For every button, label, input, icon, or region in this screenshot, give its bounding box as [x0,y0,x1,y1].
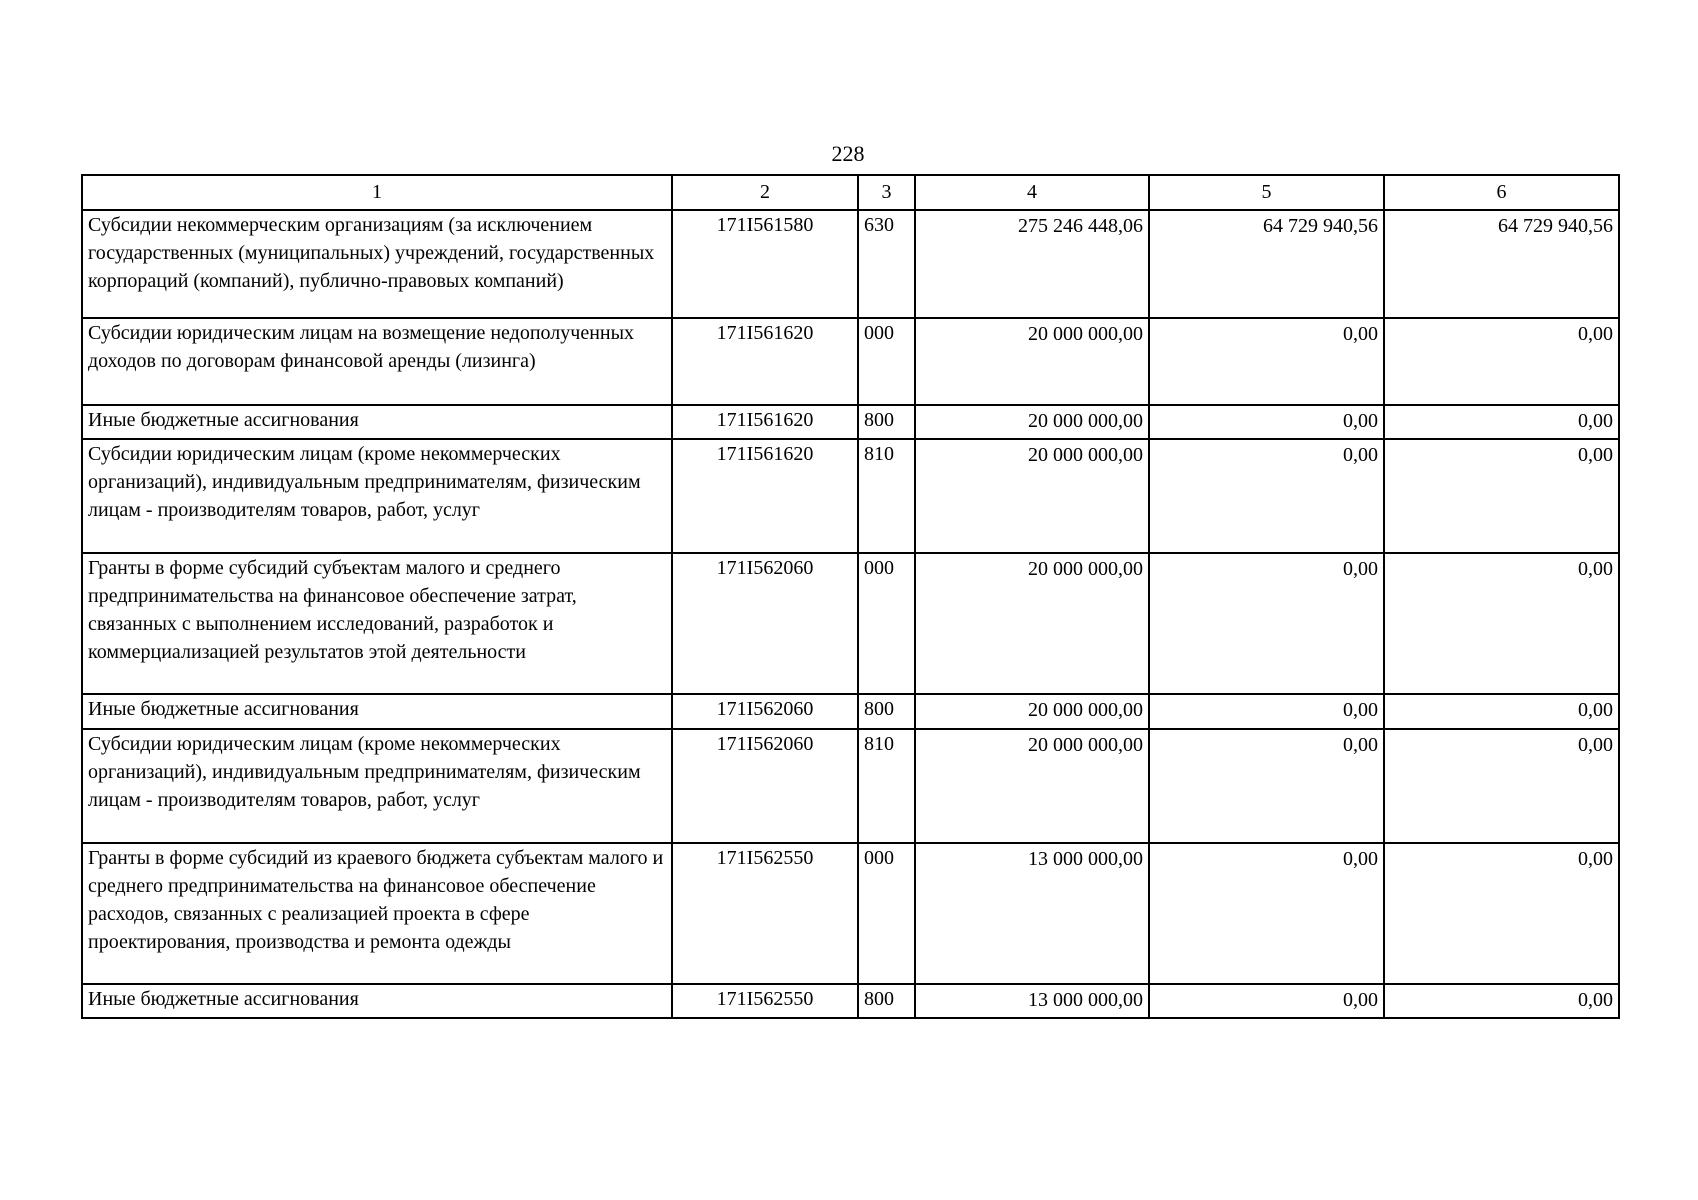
row-kind: 000 [858,553,915,694]
row-code: 171I562060 [672,694,858,729]
row-amount-col4: 20 000 000,00 [915,318,1149,405]
row-amount-col6: 0,00 [1384,729,1619,843]
row-code: 171I562060 [672,729,858,843]
column-header-6: 6 [1384,175,1619,210]
row-amount-col5: 0,00 [1149,694,1384,729]
table-row [82,210,1619,318]
row-amount-col6: 64 729 940,56 [1384,210,1619,318]
row-amount-col5: 0,00 [1149,729,1384,843]
row-amount-col5: 0,00 [1149,553,1384,694]
table-row [82,405,1619,439]
row-name: Субсидии юридическим лицам на возмещение недополученных доходов по договорам финансовой аренды (лизинга) [82,318,672,405]
row-code: 171I562060 [672,553,858,694]
row-name: Иные бюджетные ассигнования [82,984,672,1018]
row-amount-col4: 13 000 000,00 [915,984,1149,1018]
row-kind: 000 [858,843,915,984]
row-code: 171I561620 [672,405,858,439]
column-header-1: 1 [82,175,672,210]
row-name: Субсидии юридическим лицам (кроме некоммерческих организаций), индивидуальным предпринимателям, физическим лицам - производителям товаров, работ, услуг [82,729,672,843]
table-row [82,439,1619,553]
row-amount-col5: 0,00 [1149,439,1384,553]
row-kind: 810 [858,729,915,843]
row-name: Субсидии юридическим лицам (кроме некоммерческих организаций), индивидуальным предпринимателям, физическим лицам - производителям товаров, работ, услуг [82,439,672,553]
row-amount-col4: 20 000 000,00 [915,553,1149,694]
row-amount-col6: 0,00 [1384,439,1619,553]
table-row [82,984,1619,1018]
row-name: Гранты в форме субсидий из краевого бюджета субъектам малого и среднего предпринимательства на финансовое обеспечение расходов, связанных с реализацией проекта в сфере проектирования, производства и ремонта одежды [82,843,672,984]
row-amount-col5: 0,00 [1149,843,1384,984]
row-amount-col4: 20 000 000,00 [915,729,1149,843]
page-number: 228 [831,141,865,166]
budget-table [81,174,1620,1019]
table-row [82,694,1619,729]
row-amount-col4: 20 000 000,00 [915,405,1149,439]
row-amount-col4: 20 000 000,00 [915,439,1149,553]
row-amount-col5: 64 729 940,56 [1149,210,1384,318]
row-kind: 000 [858,318,915,405]
column-header-5: 5 [1149,175,1384,210]
column-header-2: 2 [672,175,858,210]
table-row [82,843,1619,984]
row-amount-col4: 20 000 000,00 [915,694,1149,729]
row-kind: 800 [858,984,915,1018]
row-amount-col6: 0,00 [1384,553,1619,694]
table-row [82,318,1619,405]
row-amount-col4: 275 246 448,06 [915,210,1149,318]
row-name: Иные бюджетные ассигнования [82,694,672,729]
table-row [82,553,1619,694]
row-amount-col6: 0,00 [1384,318,1619,405]
table-header-row [82,175,1619,210]
row-code: 171I561620 [672,439,858,553]
row-amount-col6: 0,00 [1384,843,1619,984]
row-amount-col4: 13 000 000,00 [915,843,1149,984]
row-name: Иные бюджетные ассигнования [82,405,672,439]
row-code: 171I562550 [672,843,858,984]
row-amount-col5: 0,00 [1149,984,1384,1018]
row-name: Субсидии некоммерческим организациям (за исключением государственных (муниципальных) учреждений, государственных корпораций (компаний), публично-правовых компаний) [82,210,672,318]
row-kind: 810 [858,439,915,553]
row-amount-col5: 0,00 [1149,405,1384,439]
row-kind: 630 [858,210,915,318]
row-kind: 800 [858,405,915,439]
row-amount-col6: 0,00 [1384,984,1619,1018]
row-kind: 800 [858,694,915,729]
row-name: Гранты в форме субсидий субъектам малого и среднего предпринимательства на финансовое обеспечение затрат, связанных с выполнением исследований, разработок и коммерциализацией результатов этой деятельности [82,553,672,694]
row-code: 171I562550 [672,984,858,1018]
column-header-4: 4 [915,175,1149,210]
row-code: 171I561620 [672,318,858,405]
row-amount-col6: 0,00 [1384,405,1619,439]
row-amount-col6: 0,00 [1384,694,1619,729]
row-amount-col5: 0,00 [1149,318,1384,405]
row-code: 171I561580 [672,210,858,318]
table-row [82,729,1619,843]
column-header-3: 3 [858,175,915,210]
